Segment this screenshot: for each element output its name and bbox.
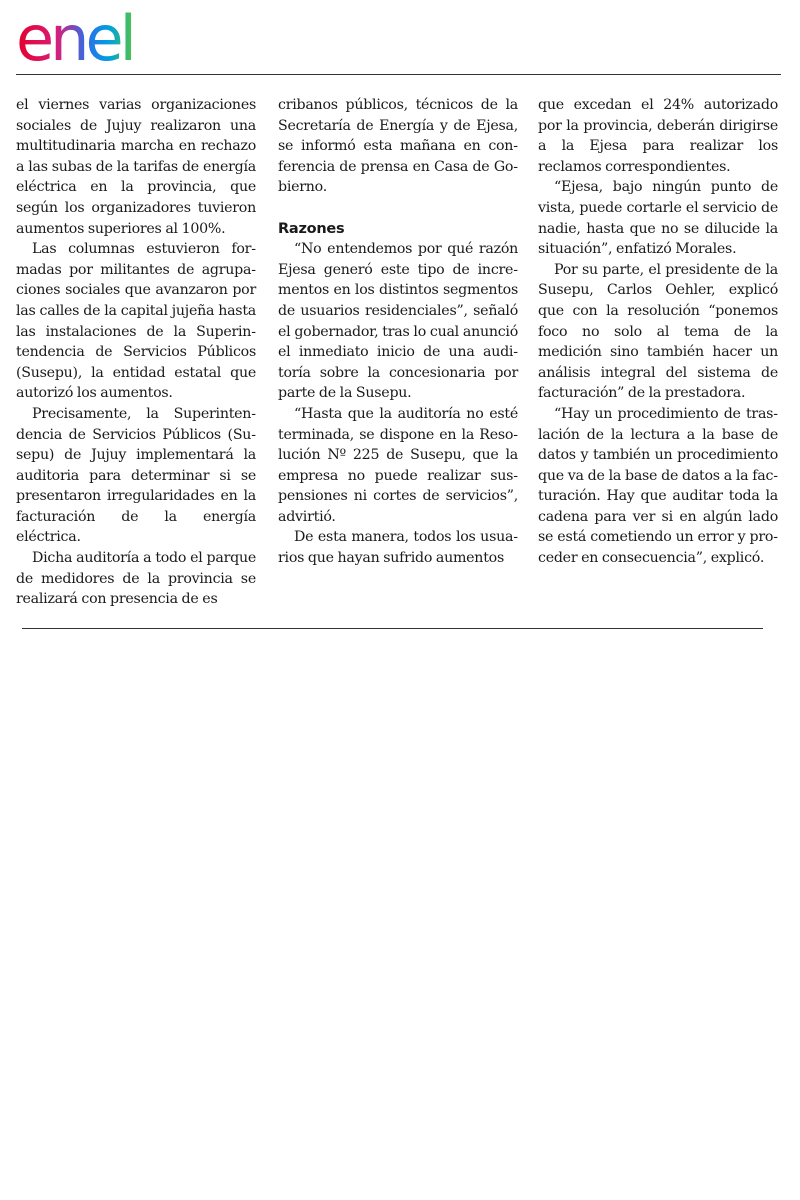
enel-logo <box>16 6 176 68</box>
bottom-rule <box>22 628 763 629</box>
section-heading: Razones <box>278 220 345 237</box>
paragraph: Dicha auditoría a todo el parque de medidores de la provincia se realizará con presencia de es <box>16 550 256 608</box>
paragraph: Precisamente, la Superintendencia de Servicios Públicos (Susepu) de Jujuy implementará la auditoria para determinar si se presentaron irregularidades en la facturación de la energía eléctrica. <box>16 405 256 546</box>
svg-text:enel: enel <box>16 6 133 68</box>
paragraph: que excedan el 24% autorizado por la provincia, deberán dirigirse a la Ejesa para realizar los reclamos correspondientes. <box>538 97 778 175</box>
paragraph: Por su parte, el presidente de la Susepu, Carlos Oehler, explicó que con la resolución “ponemos foco no solo al tema de la medición sino también hacer un análisis integral del sistema de facturación” de la prestadora. <box>538 261 778 402</box>
paragraph: cribanos públicos, técnicos de la Secretaría de Energía y de Ejesa, se informó esta mañana en conferencia de prensa en Casa de Gobierno. <box>278 97 518 196</box>
article-column-2 <box>278 95 518 569</box>
paragraph: “Hay un procedimiento de traslación de la lectura a la base de datos y también un procedimiento que va de la base de datos a la facturación. Hay que auditar toda la cadena para ver si en algún lado se está cometiendo un error y proceder en consecuencia”, explicó. <box>538 405 778 567</box>
paragraph: “No entendemos por qué razón Ejesa generó este tipo de incrementos en los distintos segmentos de usuarios residenciales”, señaló el gobernador, tras lo cual anunció el inmediato inicio de una auditoría sobre la concesionaria por parte de la Susepu. <box>278 241 518 402</box>
paragraph: el viernes varias organizaciones sociales de Jujuy realizaron una multitudinaria marcha en rechazo a las subas de la tarifas de energía eléctrica en la provincia, que según los organizadores tuvieron aumentos superiores al 100%. <box>16 97 256 237</box>
top-rule <box>16 74 781 75</box>
paragraph: De esta manera, todos los usuarios que hayan sufrido aumentos <box>278 529 518 567</box>
paragraph: “Ejesa, bajo ningún punto de vista, puede cortarle el servicio de nadie, hasta que no se dilucide la situación”, enfatizó Morales. <box>538 179 778 258</box>
paragraph: “Hasta que la auditoría no esté terminada, se dispone en la Resolución Nº 225 de Susepu, que la empresa no puede realizar suspensiones ni cortes de servicios”, advirtió. <box>278 405 518 525</box>
paragraph: Las columnas estuvieron formadas por militantes de agrupaciones sociales que avanzaron por las calles de la capital jujeña hasta las instalaciones de la Superintendencia de Servicios Públicos (Susepu), la entidad estatal que autorizó los aumentos. <box>16 241 256 402</box>
article-column-3 <box>538 95 778 569</box>
article-column-1 <box>16 95 256 610</box>
